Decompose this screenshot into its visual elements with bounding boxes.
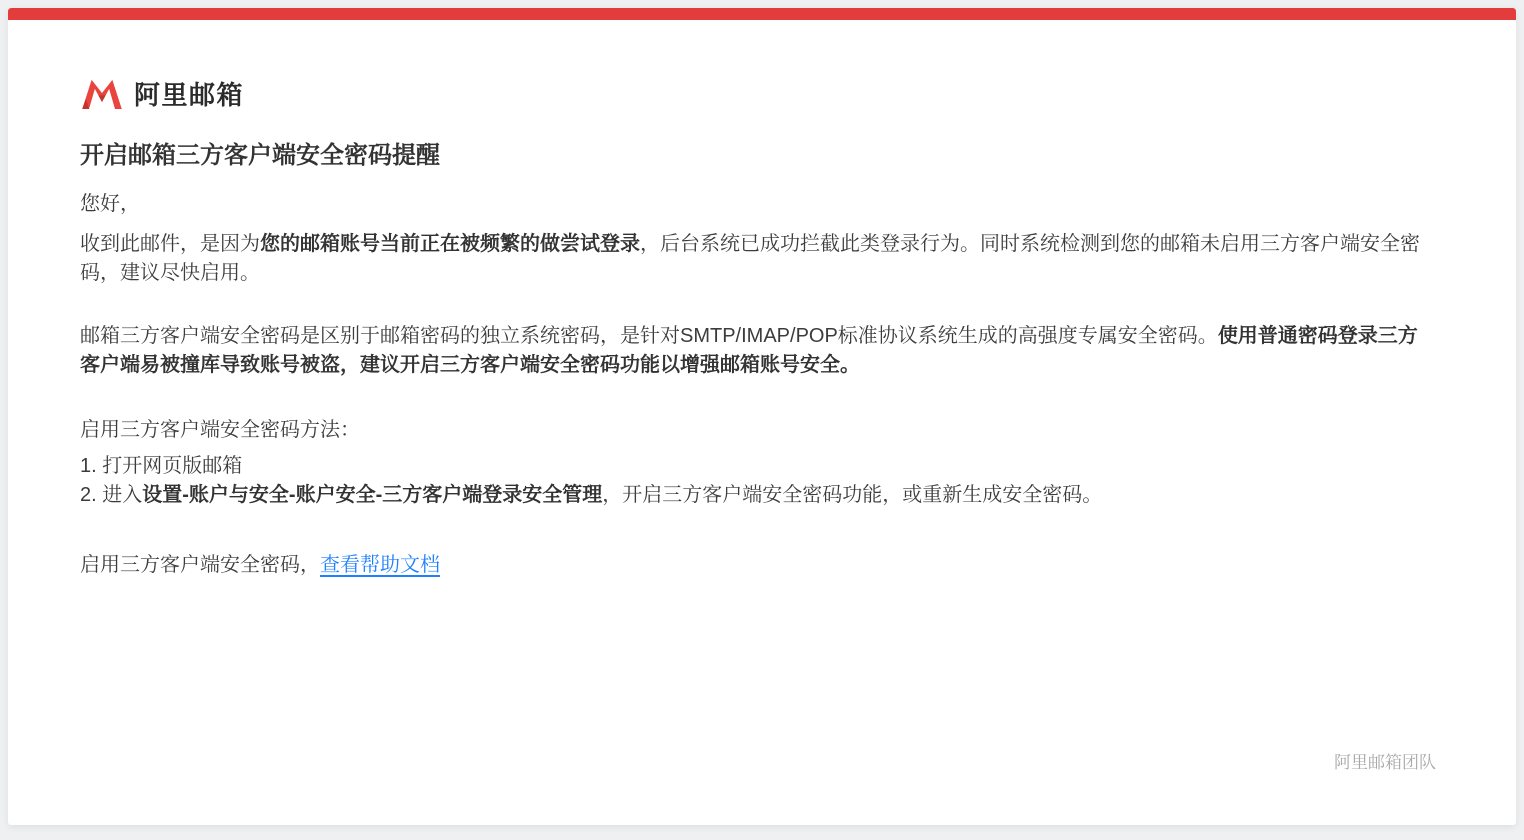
team-signature: 阿里邮箱团队 <box>1334 753 1436 772</box>
explain-bold: 使用普通密码登录三方客户端易被撞库导致账号被盗，建议开启三方客户端安全密码功能以增强邮箱账号安全。 <box>80 325 1418 376</box>
email-content <box>8 20 1516 580</box>
warning-bold: 您的邮箱账号当前正在被频繁的做尝试登录 <box>260 233 640 255</box>
email-title: 开启邮箱三方客户端安全密码提醒 <box>80 142 440 169</box>
email-card <box>8 8 1516 825</box>
alimail-logo <box>80 77 1437 110</box>
alimail-logo-text: 阿里邮箱 <box>134 80 245 110</box>
step2-seg1: 2. 进入 <box>80 484 143 506</box>
step2-bold-path: 设置-账户与安全-账户安全-三方客户端登录安全管理 <box>142 484 603 506</box>
greeting-text: 您好， <box>80 193 140 215</box>
step2-seg2: ，开启三方客户端安全密码功能，或重新生成安全密码。 <box>602 484 1103 506</box>
step1-seg1: 1. 打开网页版邮箱 <box>80 455 243 477</box>
step-settings-path <box>80 481 1437 510</box>
alimail-m-icon <box>80 78 124 110</box>
explain-seg1: 邮箱三方客户端安全密码是区别于邮箱密码的独立系统密码，是针对SMTP/IMAP/POP标准协议系统生成的高强度专属安全密码。 <box>80 325 1218 347</box>
paragraph-password-explain <box>80 322 1437 380</box>
paragraph-login-warning <box>80 230 1437 288</box>
brand-accent-bar <box>8 8 1516 20</box>
warning-seg1: 收到此邮件，是因为 <box>80 233 260 255</box>
warning-seg2: ，后台系统已成功拦截此类登录行为。同时系统检测到您的邮箱未启用三方客户端安全密码，建议尽快启用。 <box>80 233 1420 284</box>
help-link-row <box>80 551 1437 580</box>
help-doc-link[interactable]: 查看帮助文档 <box>320 554 440 576</box>
step-open-webmail <box>80 452 1437 481</box>
help-link-prefix: 启用三方客户端安全密码， <box>80 554 320 576</box>
method-heading: 启用三方客户端安全密码方法： <box>80 419 360 441</box>
